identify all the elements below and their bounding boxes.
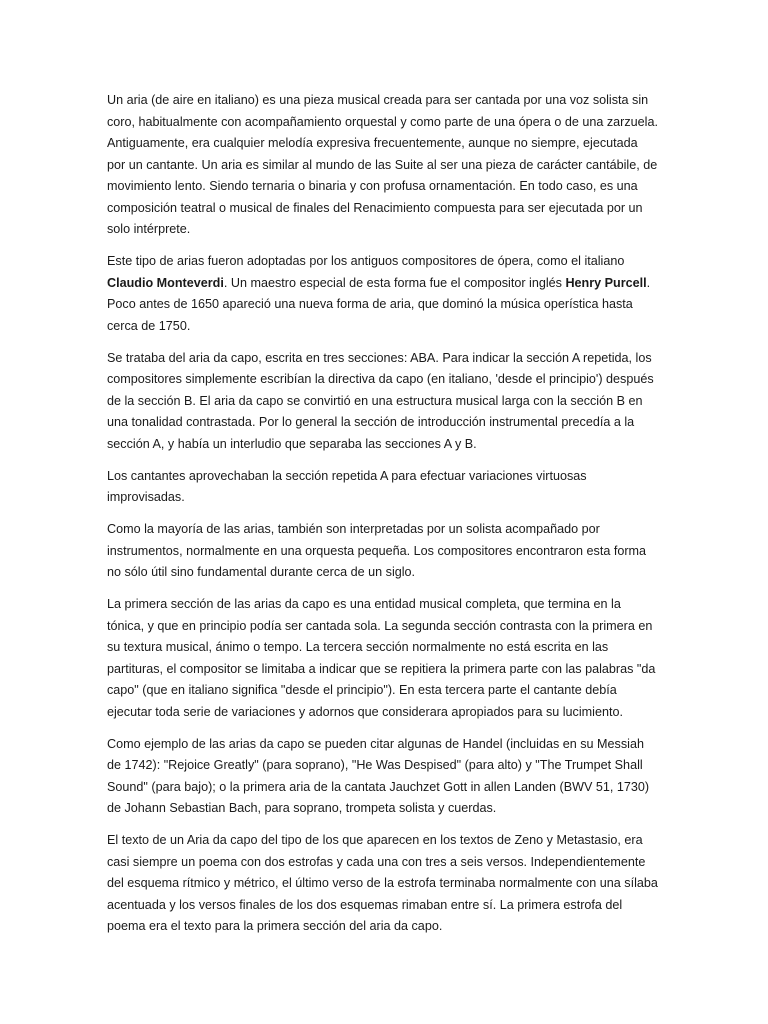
- paragraph-opera-composers: [107, 251, 659, 337]
- paragraph-instruments: Como la mayoría de las arias, también son interpretadas por un solista acompañado por instrumentos, normalmente en una orquesta pequeña. Los compositores encontraron esta forma no sólo útil sino fundamental durante cerca de un siglo.: [107, 522, 647, 579]
- paragraph-examples: Como ejemplo de las arias da capo se pueden citar algunas de Handel (incluidas en su Messiah de 1742): "Rejoice Greatly" (para soprano), "He Was Despised" (para alto) y "The Trumpet Shall Sound" (para bajo); o la primera aria de la cantata Jauchzet Gott in allen Landen (BWV 51, 1730) de Johann Sebastian Bach, para soprano, trompeta solista y cuerdas.: [107, 736, 650, 815]
- composer-name-monteverdi: Claudio Monteverdi: [107, 275, 224, 290]
- text-segment: . Poco antes de 1650 apareció una nueva forma de aria, que dominó la música operística hasta cerca de 1750.: [107, 275, 651, 333]
- composer-name-purcell: Henry Purcell: [565, 275, 647, 290]
- paragraph-aria-da-capo: Se trataba del aria da capo, escrita en tres secciones: ABA. Para indicar la sección A repetida, los compositores simplemente escribían la directiva da capo (en italiano, 'desde el principio') después de la sección B. El aria da capo se convirtió en una estructura musical larga con la sección B en una tonalidad contrastada. Por lo general la sección de introducción instrumental precedía a la sección A, y había un interludio que separaba las secciones A y B.: [107, 350, 654, 451]
- paragraph-singers: Los cantantes aprovechaban la sección repetida A para efectuar variaciones virtuosas improvisadas.: [107, 468, 587, 504]
- paragraph-text-structure: El texto de un Aria da capo del tipo de los que aparecen en los textos de Zeno y Metastasio, era casi siempre un poema con dos estrofas y cada una con tres a seis versos. Independientemente del esquema rítmico y métrico, el último verso de la estrofa terminaba normalmente con una sílaba acentuada y los versos finales de los dos esquemas rimaban entre sí. La primera estrofa del poema era el texto para la primera sección del aria da capo.: [107, 833, 658, 933]
- text-segment: Este tipo de arias fueron adoptadas por los antiguos compositores de ópera, como el italiano: [107, 254, 625, 268]
- paragraph-sections: La primera sección de las arias da capo es una entidad musical completa, que termina en la tónica, y que en principio podía ser cantada sola. La segunda sección contrasta con la primera en su textura musical, ánimo o tempo. La tercera sección normalmente no está escrita en las partituras, el compositor se limitaba a indicar que se repitiera la primera parte con las palabras "da capo" (que en italiano significa "desde el principio"). En esta tercera parte el cantante debía ejecutar toda serie de variaciones y adornos que considerara apropiados para su lucimiento.: [107, 597, 656, 719]
- paragraph-aria-definition: Un aria (de aire en italiano) es una pieza musical creada para ser cantada por una voz solista sin coro, habitualmente con acompañamiento orquestal y como parte de una ópera o de una zarzuela. Antiguamente, era cualquier melodía expresiva frecuentemente, aunque no siempre, ejecutada por un cantante. Un aria es similar al mundo de las Suite al ser una pieza de carácter cantábile, de movimiento lento. Siendo ternaria o binaria y con profusa ornamentación. En todo caso, es una composición teatral o musical de finales del Renacimiento compuesta para ser ejecutada por un solo intérprete.: [107, 93, 658, 236]
- text-segment: . Un maestro especial de esta forma fue el compositor inglés: [223, 275, 566, 290]
- document-body: [107, 90, 659, 948]
